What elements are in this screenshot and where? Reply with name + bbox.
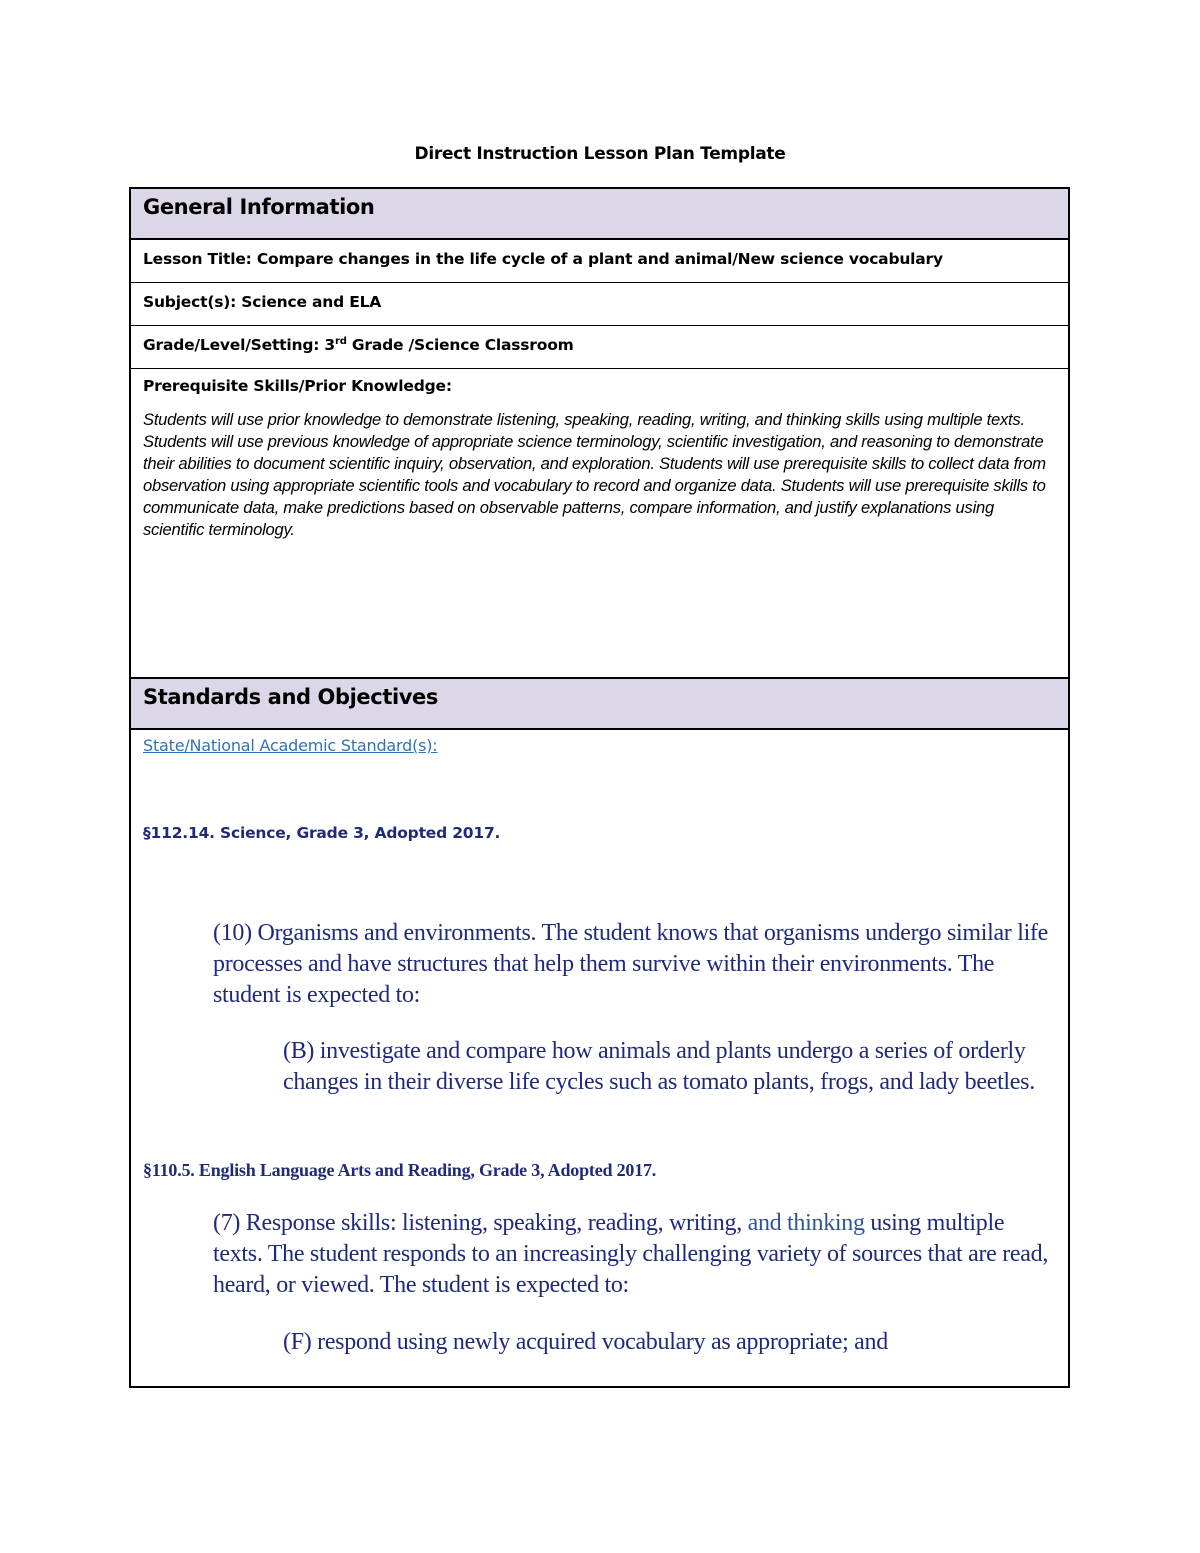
ela-expectation-text: (F) respond using newly acquired vocabulary as appropriate; and — [283, 1329, 888, 1355]
science-standard-code: §112.14. Science, Grade 3, Adopted 2017. — [143, 824, 501, 842]
grade-prefix-text: Grade/Level/Setting: 3 — [143, 336, 335, 354]
ela-standard-code: §110.5. English Language Arts and Reading, Grade 3, Adopted 2017. — [143, 1160, 657, 1180]
standards-content-row — [131, 730, 1068, 1386]
ela-standard-part2: and thinking — [747, 1210, 865, 1236]
grade-superscript: rd — [335, 335, 347, 347]
ela-standard-part1: (7) Response skills: listening, speaking, reading, writing, — [213, 1210, 748, 1236]
science-expectation-text: (B) investigate and compare how animals and plants undergo a series of orderly changes in their diverse life cycles such as tomato plants, frogs, and lady beetles. — [283, 1038, 1035, 1095]
prerequisite-skills-label: Prerequisite Skills/Prior Knowledge: — [143, 377, 452, 395]
grade-level-setting-row — [131, 326, 1068, 369]
subjects-row — [131, 283, 1068, 326]
lesson-title-row — [131, 240, 1068, 283]
general-information-header — [131, 189, 1068, 240]
document-title: Direct Instruction Lesson Plan Template — [414, 144, 786, 164]
standards-objectives-header — [131, 679, 1068, 730]
ela-standard-text — [213, 1208, 1053, 1301]
standards-objectives-heading: Standards and Objectives — [143, 685, 438, 709]
academic-standards-link[interactable]: State/National Academic Standard(s): — [143, 736, 438, 755]
grade-suffix-text: Grade /Science Classroom — [346, 336, 574, 354]
lesson-plan-table — [129, 187, 1070, 1388]
general-information-heading: General Information — [143, 195, 375, 219]
prerequisite-skills-row — [131, 369, 1068, 679]
prerequisite-skills-text: Students will use prior knowledge to demonstrate listening, speaking, reading, writing, and thinking skills using multiple texts. Students will use previous knowledge of appropriate science terminology, scientific investigation, and reasoning to demonstrate their abilities to document scientific inquiry, observation, and exploration. Students will use prerequisite skills to collect data from observation using appropriate scientific tools and vocabulary to record and organize data. Students will use prerequisite skills to communicate data, make predictions based on observable patterns, compare information, and justify explanations using scientific terminology. — [143, 410, 1046, 539]
lesson-title-text: Lesson Title: Compare changes in the life cycle of a plant and animal/New science vocabulary — [143, 250, 943, 268]
science-standard-text: (10) Organisms and environments. The student knows that organisms undergo similar life processes and have structures that help them survive within their environments. The student is expected to: — [213, 920, 1048, 1008]
subjects-text: Subject(s): Science and ELA — [143, 293, 382, 311]
ela-standard-part3: using multiple texts. The student responds to an increasingly challenging variety of sources that are read, heard, or viewed. The student is expected to: — [213, 1210, 1049, 1298]
